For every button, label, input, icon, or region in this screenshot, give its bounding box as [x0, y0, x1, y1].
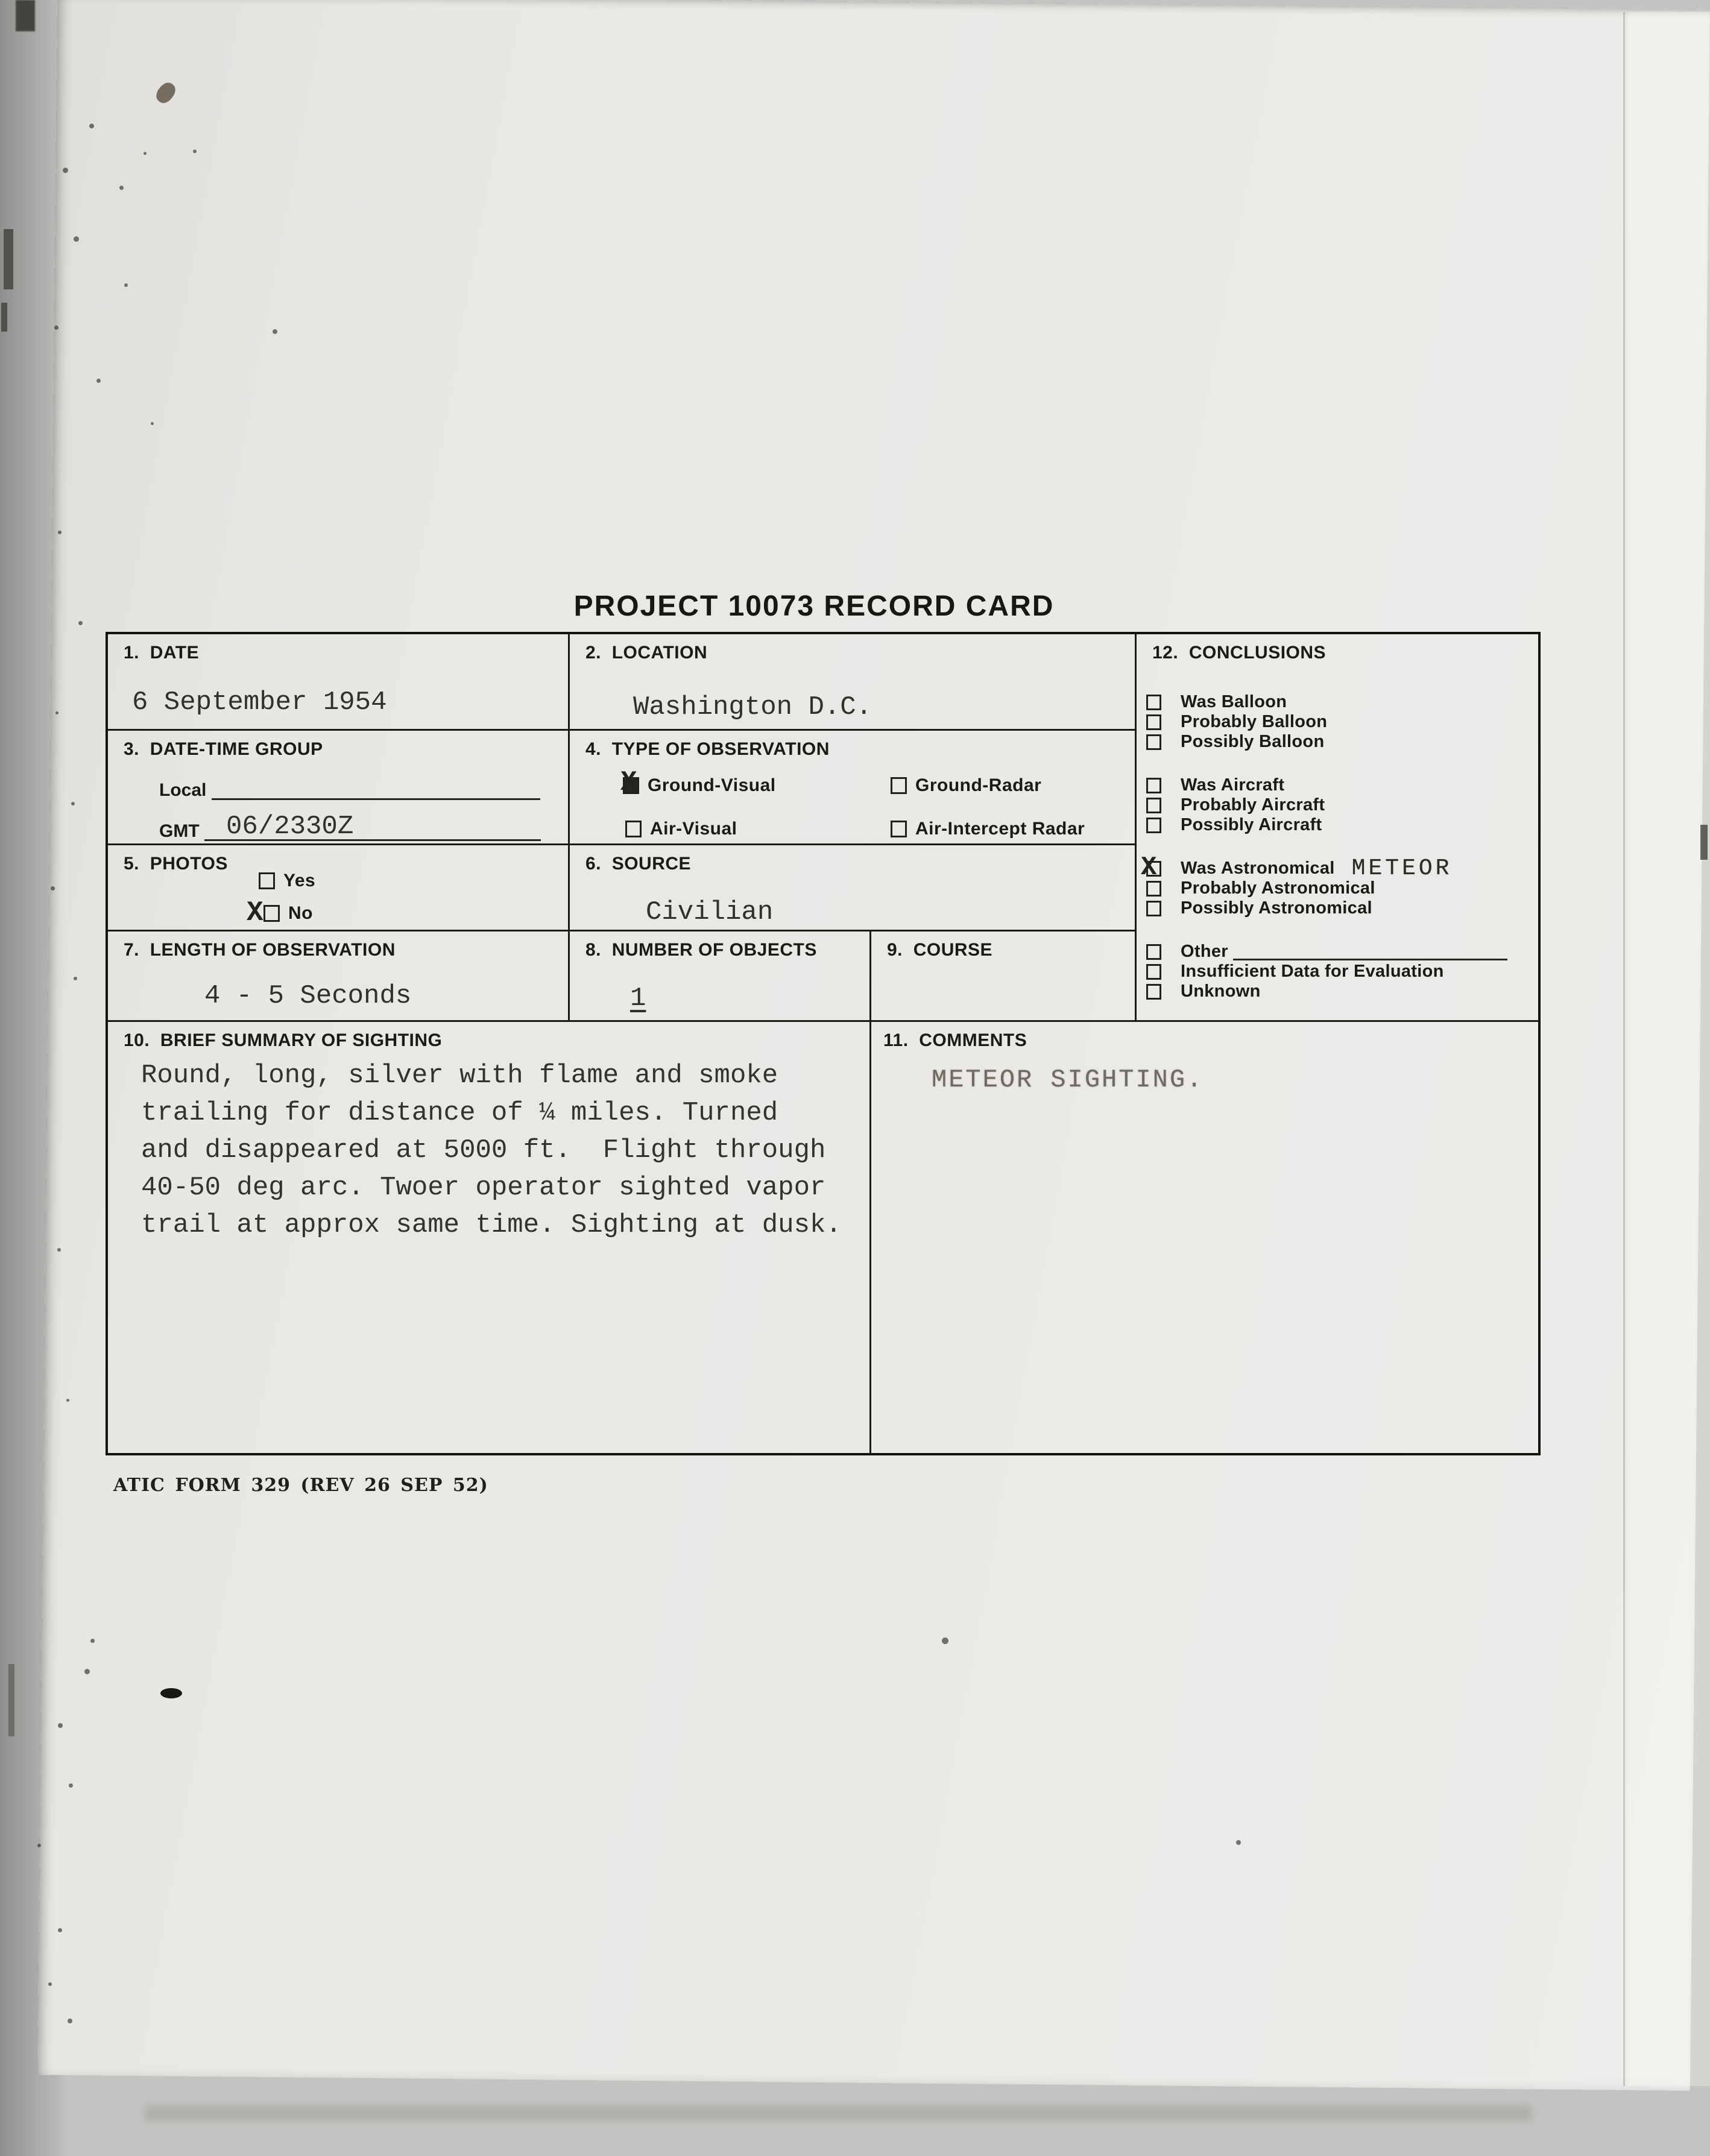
paper-crease — [1623, 12, 1625, 2086]
field-number-of-objects — [570, 931, 871, 1022]
conclusion-item: Unknown — [1146, 982, 1507, 1001]
gmt-value: 06/2330Z — [226, 812, 354, 842]
conclusion-item-was-astronomical: X Was Astronomical METEOR — [1146, 859, 1507, 878]
conclusion-item-other: Other — [1146, 942, 1507, 962]
page-title: PROJECT 10073 RECORD CARD — [573, 590, 1055, 622]
scan-speck — [1236, 1840, 1241, 1845]
conclusion-checkbox — [1146, 964, 1161, 980]
brief-summary-text — [141, 1061, 842, 1247]
scan-speck — [69, 1783, 73, 1788]
conclusion-checkbox — [1146, 861, 1161, 877]
local-blank-line — [212, 798, 540, 800]
field-date — [108, 634, 570, 731]
field-length-of-observation — [108, 931, 570, 1022]
field-course — [871, 931, 1137, 1022]
field-comments-value: METEOR SIGHTING. — [932, 1065, 1204, 1094]
conclusion-item: Possibly Astronomical — [1146, 898, 1507, 918]
field-comments-label: 11. COMMENTS — [883, 1030, 1027, 1050]
scan-speck — [74, 977, 77, 980]
field-brief-summary — [108, 1022, 871, 1453]
field-conclusions — [1137, 634, 1538, 1022]
other-blank-line — [1233, 943, 1507, 960]
field-type-of-observation-label: 4. TYPE OF OBSERVATION — [585, 739, 830, 759]
conclusion-checkbox — [1146, 901, 1161, 916]
conclusion-checkbox — [1146, 984, 1161, 1000]
field-source — [570, 845, 1137, 931]
scan-speck — [66, 1399, 69, 1402]
conclusion-checkbox — [1146, 818, 1161, 833]
summary-line: 40-50 deg arc. Twoer operator sighted vapor — [141, 1173, 826, 1203]
conclusion-item: Was Balloon — [1146, 692, 1507, 712]
scan-speck — [58, 1928, 62, 1932]
conclusion-item: Possibly Balloon — [1146, 732, 1507, 752]
scan-speck — [942, 1637, 948, 1644]
checkbox-icon — [891, 777, 907, 794]
conclusion-item: Possibly Aircraft — [1146, 815, 1507, 835]
scan-speck — [74, 236, 79, 242]
checkbox-air-visual: Air-Visual — [625, 819, 737, 839]
scan-speck — [89, 124, 94, 128]
field-location-label: 2. LOCATION — [585, 643, 708, 663]
scan-speck — [57, 1248, 61, 1252]
conclusion-item: Insufficient Data for Evaluation — [1146, 962, 1507, 982]
scan-speck — [144, 152, 147, 155]
scan-speck — [1, 303, 7, 332]
checkbox-icon — [259, 872, 275, 889]
scan-speck — [96, 379, 101, 383]
scan-speck — [78, 621, 83, 625]
summary-line: trailing for distance of ¼ miles. Turned — [141, 1098, 778, 1128]
field-comments — [871, 1022, 1538, 1453]
scan-speck — [8, 1664, 14, 1736]
scan-speck — [58, 531, 62, 534]
conclusion-checkbox — [1146, 944, 1161, 960]
field-date-value: 6 September 1954 — [132, 687, 387, 717]
field-length-of-observation-label: 7. LENGTH OF OBSERVATION — [124, 940, 396, 960]
checkbox-ground-radar: Ground-Radar — [891, 775, 1041, 796]
field-length-of-observation-value: 4 - 5 Seconds — [204, 981, 412, 1011]
field-type-of-observation — [570, 731, 1137, 845]
field-location-value: Washington D.C. — [633, 692, 872, 722]
summary-line: trail at approx same time. Sighting at dusk. — [141, 1210, 842, 1240]
conclusions-list — [1146, 692, 1507, 1001]
conclusion-checkbox — [1146, 881, 1161, 897]
scan-speck — [55, 711, 58, 714]
summary-line: Round, long, silver with flame and smoke — [141, 1061, 778, 1091]
scan-speck — [68, 2019, 72, 2023]
field-photos — [108, 845, 570, 931]
scan-speck — [119, 186, 124, 190]
field-source-value: Civilian — [646, 897, 774, 927]
field-location — [570, 634, 1137, 731]
scan-speck — [151, 422, 154, 425]
field-course-label: 9. COURSE — [887, 940, 993, 960]
scan-speck — [1700, 825, 1708, 860]
scan-speck — [63, 168, 68, 173]
field-conclusions-label: 12. CONCLUSIONS — [1152, 643, 1327, 663]
scan-speck — [90, 1639, 95, 1643]
conclusion-item: Was Aircraft — [1146, 775, 1507, 795]
scan-smudge — [145, 2105, 1532, 2121]
field-number-of-objects-value: 1 — [630, 983, 646, 1013]
scan-speck — [4, 229, 13, 289]
checkbox-ground-visual: X Ground-Visual — [623, 775, 776, 796]
field-source-label: 6. SOURCE — [585, 854, 692, 874]
conclusion-checkbox — [1146, 734, 1161, 750]
record-card — [106, 632, 1541, 1455]
conclusion-checkbox — [1146, 798, 1161, 813]
form-number: ATIC FORM 329 (REV 26 SEP 52) — [113, 1475, 488, 1496]
checkbox-air-intercept-radar: Air-Intercept Radar — [891, 819, 1085, 839]
checkbox-photos-yes: Yes — [259, 871, 315, 891]
scan-speck — [273, 329, 277, 334]
conclusion-checkbox — [1146, 695, 1161, 710]
checkbox-icon — [625, 821, 642, 837]
scan-speck — [84, 1669, 90, 1674]
checkbox-icon — [623, 777, 639, 794]
conclusion-item: Probably Aircraft — [1146, 795, 1507, 815]
scan-speck — [193, 150, 197, 153]
field-photos-label: 5. PHOTOS — [124, 854, 228, 874]
checkbox-icon — [263, 905, 280, 922]
scan-speck — [54, 326, 58, 330]
local-label: Local — [159, 780, 207, 800]
paper-right-light — [1628, 12, 1710, 2086]
scan-speck — [71, 802, 75, 805]
scan-speck — [58, 1723, 63, 1728]
field-date-time-group — [108, 731, 570, 845]
conclusion-checkbox — [1146, 714, 1161, 730]
scan-speck — [16, 0, 35, 31]
scan-speck — [51, 886, 55, 890]
field-number-of-objects-label: 8. NUMBER OF OBJECTS — [585, 940, 817, 960]
field-date-label: 1. DATE — [124, 643, 200, 663]
checkbox-icon — [891, 821, 907, 837]
summary-line: and disappeared at 5000 ft. Flight through — [141, 1135, 826, 1165]
conclusion-item: Probably Astronomical — [1146, 878, 1507, 898]
checkbox-photos-no: X No — [263, 903, 313, 924]
meteor-stamp: METEOR — [1351, 856, 1453, 881]
scan-speck — [48, 1982, 52, 1986]
conclusion-item: Probably Balloon — [1146, 712, 1507, 732]
field-date-time-group-label: 3. DATE-TIME GROUP — [124, 739, 323, 759]
scan-speck — [37, 1844, 41, 1847]
gmt-label: GMT — [159, 821, 200, 841]
scan-speck — [124, 283, 128, 287]
conclusion-checkbox — [1146, 778, 1161, 793]
scan-speck — [160, 1688, 182, 1698]
field-brief-summary-label: 10. BRIEF SUMMARY OF SIGHTING — [124, 1030, 443, 1050]
